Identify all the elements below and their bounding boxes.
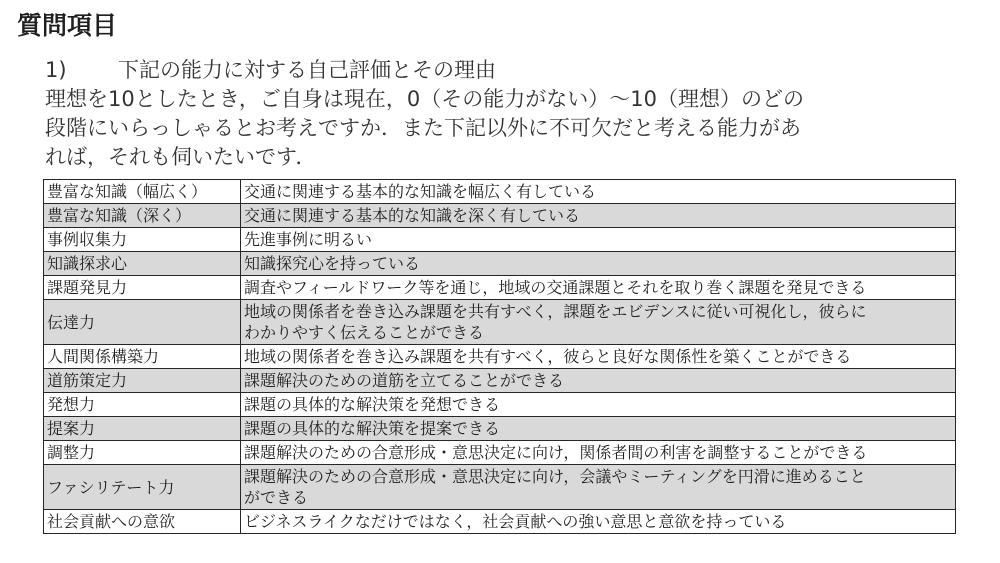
skill-description-cell — [241, 300, 956, 345]
skill-description-cell — [241, 252, 956, 276]
skill-description-cell — [241, 276, 956, 300]
skill-description-cell — [241, 180, 956, 204]
skill-description-line: 交通に関連する基本的な知識を深く有している — [244, 206, 581, 225]
skill-description-cell — [241, 345, 956, 369]
page-heading: 質問項目 — [17, 11, 118, 40]
skill-description-cell — [241, 465, 956, 510]
skill-name-cell: 社会貢献への意欲 — [44, 510, 241, 534]
skills-table — [43, 179, 956, 534]
question-number: 1) — [45, 58, 67, 82]
table-row — [44, 228, 956, 252]
skill-name-cell: 提案力 — [44, 417, 241, 441]
table-row — [44, 441, 956, 465]
skill-description-line: 課題解決のための合意形成・意思決定に向け，関係者間の利害を調整することができる — [244, 443, 868, 462]
skill-name-cell: 豊富な知識（幅広く） — [44, 180, 241, 204]
skill-name-cell: 道筋策定力 — [44, 369, 241, 393]
skill-description-line: 課題の具体的な解決策を発想できる — [244, 395, 501, 414]
question-body-line: れば，それも伺いたいです． — [45, 145, 317, 169]
table-row — [44, 465, 956, 510]
skill-name-cell: 発想力 — [44, 393, 241, 417]
skill-description-cell — [241, 417, 956, 441]
skill-description-line: 課題解決のための道筋を立てることができる — [244, 371, 565, 390]
table-row — [44, 345, 956, 369]
table-row — [44, 417, 956, 441]
table-row — [44, 369, 956, 393]
table-row — [44, 180, 956, 204]
table-row — [44, 276, 956, 300]
skill-name-cell: 調整力 — [44, 441, 241, 465]
skill-description-line: 地域の関係者を巻き込み課題を共有すべく，彼らと良好な関係性を築くことができる — [244, 347, 852, 366]
skill-description-cell — [241, 441, 956, 465]
skill-description-line: わかりやすく伝えることができる — [244, 323, 485, 342]
skill-name-cell: 事例収集力 — [44, 228, 241, 252]
skill-description-line: 知識探究心を持っている — [244, 254, 421, 273]
skill-description-line: ができる — [244, 488, 309, 507]
skill-name-cell: 伝達力 — [44, 300, 241, 345]
skill-description-line: 課題の具体的な解決策を提案できる — [244, 419, 501, 438]
table-row — [44, 300, 956, 345]
skill-description-line: 交通に関連する基本的な知識を幅広く有している — [244, 182, 597, 201]
table-row — [44, 510, 956, 534]
question-title-line — [45, 55, 975, 85]
question-body — [45, 85, 975, 172]
table-row — [44, 393, 956, 417]
skill-name-cell: ファシリテート力 — [44, 465, 241, 510]
skill-description-line: 調査やフィールドワーク等を通じ，地域の交通課題とそれを取り巻く課題を発見できる — [244, 278, 867, 297]
skill-description-cell — [241, 228, 956, 252]
question-block — [45, 55, 975, 172]
question-title: 下記の能力に対する自己評価とその理由 — [118, 58, 496, 82]
skill-description-cell — [241, 204, 956, 228]
skill-name-cell: 人間関係構築力 — [44, 345, 241, 369]
question-body-line: 理想を10としたとき，ご自身は現在，0（その能力がない）～10（理想）のどの — [45, 87, 804, 111]
skill-description-cell — [241, 510, 956, 534]
table-row — [44, 204, 956, 228]
skill-description-cell — [241, 369, 956, 393]
skill-name-cell: 課題発見力 — [44, 276, 241, 300]
skill-name-cell: 豊富な知識（深く） — [44, 204, 241, 228]
skill-description-line: 地域の関係者を巻き込み課題を共有すべく，課題をエビデンスに従い可視化し，彼らに — [244, 302, 867, 321]
skill-description-line: 課題解決のための合意形成・意思決定に向け，会議やミーティングを円滑に進めること — [244, 467, 866, 486]
skills-table-body — [44, 180, 956, 534]
skill-description-cell — [241, 393, 956, 417]
skill-name-cell: 知識探求心 — [44, 252, 241, 276]
skill-description-line: 先進事例に明るい — [244, 230, 373, 249]
question-body-line: 段階にいらっしゃるとお考えですか．また下記以外に不可欠だと考える能力があ — [45, 116, 801, 140]
table-row — [44, 252, 956, 276]
skill-description-line: ビジネスライクなだけではなく，社会貢献への強い意思と意欲を持っている — [244, 512, 787, 531]
